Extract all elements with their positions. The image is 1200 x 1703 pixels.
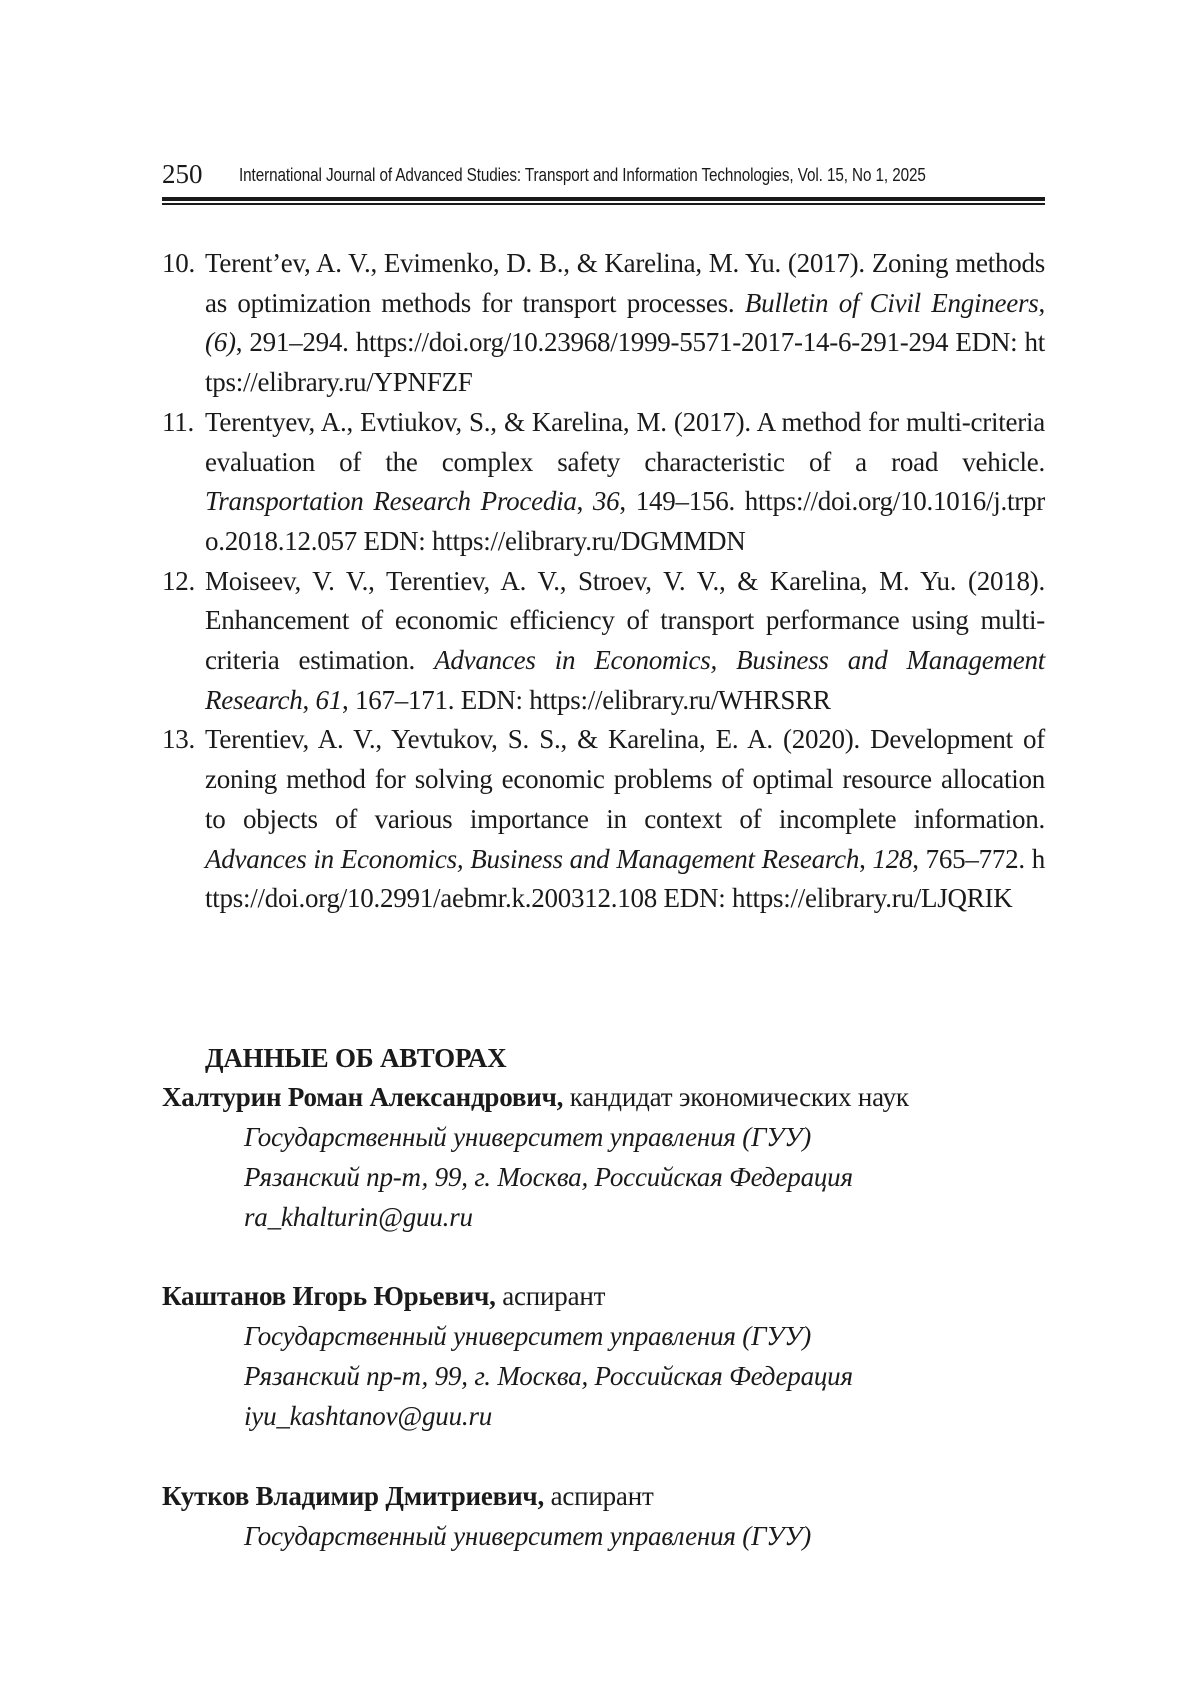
author-name-line bbox=[162, 1276, 1062, 1316]
reference-number: 11. bbox=[162, 406, 194, 437]
reference-journal: Advances in Economics, Business and Management Research bbox=[205, 843, 860, 874]
reference-item: 10. Terent’ev, A. V., Evimenko, D. B., & Karelina, M. Yu. (2017). Zoning methods as optimization methods for transport processes. Bulletin of Civil Engineers, (6), 291–294. https://doi.org/10.23968/1999-5571-2017-14-6-291-294 EDN: https://elibrary.ru/YPNFZF bbox=[162, 244, 1045, 403]
author-affiliation: Государственный университет управления (ГУУ) bbox=[244, 1521, 811, 1551]
header-rule-thin bbox=[162, 203, 1045, 205]
reference-authors: Moiseev, V. V., Terentiev, A. V., Stroev, V. V., & Karelina, M. Yu. (2018). Enhancement of economic efficiency of transport performance using multi-criteria estimation. bbox=[205, 565, 1045, 676]
author-name: Халтурин Роман Александрович, bbox=[162, 1082, 564, 1112]
author-name: Кутков Владимир Дмитриевич, bbox=[162, 1481, 544, 1511]
author-address: Рязанский пр-т, 99, г. Москва, Российская Федерация bbox=[244, 1162, 853, 1192]
author-affiliation: Государственный университет управления (ГУУ) bbox=[244, 1122, 811, 1152]
reference-journal: Transportation Research Procedia bbox=[205, 486, 577, 517]
reference-authors: Terentiev, A. V., Yevtukov, S. S., & Karelina, E. A. (2020). Development of zoning method for solving economic problems of optimal resource allocation to objects of various importance in context of incomplete information. bbox=[205, 724, 1045, 834]
reference-item: 13. Terentiev, A. V., Yevtukov, S. S., & Karelina, E. A. (2020). Development of zoning method for solving economic problems of optimal resource allocation to objects of various importance in context of incomplete information. Advances in Economics, Business and Management Research, 128, 765–772. https://doi.org/10.2991/aebmr.k.200312.108 EDN: https://elibrary.ru/LJQRIK bbox=[162, 720, 1045, 919]
reference-journal: Advances in Economics, Business and Management Research bbox=[205, 645, 1046, 715]
author-details bbox=[162, 1516, 1062, 1556]
author-details bbox=[162, 1117, 1062, 1237]
reference-number: 12. bbox=[162, 565, 195, 596]
reference-edn-link[interactable]: EDN: https://elibrary.ru/YPNFZF bbox=[205, 327, 1046, 398]
reference-volume: 128 bbox=[872, 843, 913, 874]
author-block bbox=[162, 1276, 1062, 1436]
reference-volume: 61 bbox=[315, 684, 342, 715]
author-name: Каштанов Игорь Юрьевич, bbox=[162, 1281, 496, 1311]
page-number: 250 bbox=[162, 159, 203, 189]
reference-edn-link[interactable]: EDN: https://elibrary.ru/DGMMDN bbox=[363, 525, 746, 556]
authors-heading: ДАННЫЕ ОБ АВТОРАХ bbox=[205, 1043, 507, 1073]
author-block bbox=[162, 1476, 1062, 1556]
reference-number: 10. bbox=[162, 248, 195, 278]
author-position: кандидат экономических наук bbox=[569, 1082, 909, 1112]
reference-pages: , 149–156. bbox=[619, 486, 745, 517]
author-email[interactable]: iyu_kashtanov@guu.ru bbox=[244, 1401, 493, 1431]
reference-item: 12. Moiseev, V. V., Terentiev, A. V., Stroev, V. V., & Karelina, M. Yu. (2018). Enhancement of economic efficiency of transport performance using multi-criteria estimation. Advances in Economics, Business and Management Research, 61, 167–171. EDN: https://elibrary.ru/WHRSRR bbox=[162, 562, 1045, 721]
author-details bbox=[162, 1316, 1062, 1436]
reference-edn-link[interactable]: EDN: https://elibrary.ru/WHRSRR bbox=[460, 684, 831, 715]
author-block bbox=[162, 1077, 1062, 1237]
header-rule-thick bbox=[162, 197, 1045, 201]
reference-pages: , 291–294. bbox=[235, 327, 356, 358]
reference-doi-link[interactable]: https://doi.org/10.2991/aebmr.k.200312.108 bbox=[205, 843, 1046, 914]
author-position: аспирант bbox=[550, 1481, 654, 1511]
author-name-line bbox=[162, 1476, 1062, 1516]
reference-doi-link[interactable]: https://doi.org/10.1016/j.trpro.2018.12.057 bbox=[205, 486, 1046, 556]
journal-title: International Journal of Advanced Studies: Transport and Information Technologies, Vol. 15, No 1, 2025 bbox=[239, 165, 926, 185]
author-position: аспирант bbox=[502, 1281, 606, 1311]
reference-volume: (6) bbox=[205, 327, 236, 358]
author-affiliation: Государственный университет управления (ГУУ) bbox=[244, 1321, 811, 1351]
reference-doi-link[interactable]: https://doi.org/10.23968/1999-5571-2017-14-6-291-294 bbox=[355, 327, 949, 358]
reference-pages: , 167–171. bbox=[341, 684, 461, 715]
author-email[interactable]: ra_khalturin@guu.ru bbox=[244, 1202, 473, 1232]
reference-edn-link[interactable]: EDN: https://elibrary.ru/LJQRIK bbox=[663, 883, 1013, 914]
reference-pages: , 765–772. bbox=[912, 843, 1032, 874]
reference-number: 13. bbox=[162, 724, 195, 755]
reference-item: 11. Terentyev, A., Evtiukov, S., & Karelina, M. (2017). A method for multi-criteria evaluation of the complex safety characteristic of a road vehicle. Transportation Research Procedia, 36, 149–156. https://doi.org/10.1016/j.trpro.2018.12.057 EDN: https://elibrary.ru/DGMMDN bbox=[162, 403, 1045, 562]
reference-volume: 36 bbox=[592, 486, 620, 517]
reference-authors: Terentyev, A., Evtiukov, S., & Karelina, M. (2017). A method for multi-criteria evaluation of the complex safety characteristic of a road vehicle. bbox=[205, 406, 1045, 477]
reference-journal: Bulletin of Civil Engineers bbox=[744, 287, 1039, 318]
reference-authors: Terent’ev, A. V., Evimenko, D. B., & Karelina, M. Yu. (2017). Zoning methods as optimization methods for transport processes. bbox=[205, 248, 1045, 318]
running-header bbox=[162, 157, 1045, 197]
author-address: Рязанский пр-т, 99, г. Москва, Российская Федерация bbox=[244, 1361, 853, 1391]
reference-list bbox=[162, 244, 1045, 919]
author-name-line bbox=[162, 1077, 1062, 1117]
